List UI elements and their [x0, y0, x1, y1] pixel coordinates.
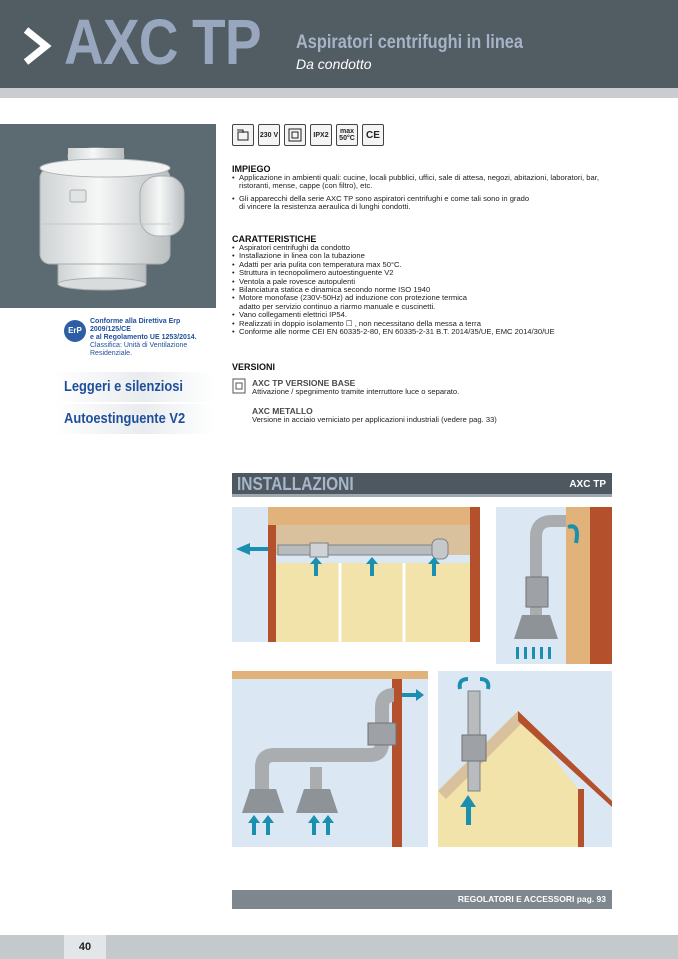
- switch-icon: [232, 378, 246, 394]
- page-subtitle-secondary: Da condotto: [296, 56, 372, 72]
- product-image: [0, 124, 216, 308]
- page-header: [0, 0, 678, 88]
- list-item: • Vano collegamenti elettrici IP54.: [232, 311, 612, 319]
- version-text: Attivazione / spegnimento tramite interruttore luce o separato.: [252, 387, 460, 396]
- page-subtitle: Aspiratori centrifughi in linea: [296, 32, 523, 53]
- installation-diagram-hood: [496, 507, 612, 664]
- feature-banner: Leggeri e silenziosi: [54, 372, 214, 402]
- certification-icons: [232, 124, 384, 148]
- list-item: • Aspiratori centrifughi da condotto: [232, 244, 612, 252]
- page-number: 40: [64, 935, 106, 959]
- installazioni-title: INSTALLAZIONI: [237, 474, 354, 494]
- erp-line: e al Regolamento UE 1253/2014.: [90, 334, 197, 341]
- version-base: [232, 378, 612, 396]
- list-item: • Applicazione in ambienti quali: cucine, locali pubblici, uffici, sale di attesa, negozi, abitazioni, laboratori, bar, ristoranti, mense, cappe (con filtro), etc.: [232, 174, 612, 191]
- ipx2-icon: IPX2: [310, 124, 332, 146]
- page-title: AXC TP: [64, 6, 261, 78]
- installation-icon: [232, 124, 254, 146]
- regolatori-text: REGOLATORI E ACCESSORI pag. 93: [457, 894, 606, 904]
- voltage-icon: 230 V: [258, 124, 280, 146]
- version-metallo: [232, 406, 612, 424]
- erp-badge-icon: ErP: [64, 320, 86, 342]
- list-item: • Struttura in tecnopolimero autoestinguente V2: [232, 269, 612, 277]
- section-impiego: [232, 164, 612, 212]
- version-title: AXC METALLO: [252, 406, 313, 417]
- chevron-right-icon: [20, 26, 54, 66]
- list-item: • Adatti per aria pulita con temperatura max 50°C.: [232, 261, 612, 269]
- installation-diagram-double-hood: [232, 671, 428, 847]
- installazioni-bar: [232, 473, 612, 497]
- installation-diagram-roof: [438, 671, 612, 847]
- installation-diagram-wall: [232, 507, 480, 642]
- ce-icon: CE: [362, 124, 384, 146]
- section-title: CARATTERISTICHE: [232, 234, 317, 244]
- section-title: VERSIONI: [232, 362, 276, 372]
- list-item: • Conforme alle norme CEI EN 60335-2-80, EN 60335-2-31 B.T. 2014/35/UE, EMC 2014/30/UE: [232, 328, 612, 336]
- double-insulation-icon: [284, 124, 306, 146]
- list-item: • Bilanciatura statica e dinamica secondo norme ISO 1940: [232, 286, 612, 294]
- feature-banner: Autoestinguente V2: [54, 404, 214, 434]
- section-versioni: [232, 362, 612, 425]
- list-item: • Ventola a pale rovesce autopulenti: [232, 278, 612, 286]
- version-title: AXC TP VERSIONE BASE: [252, 378, 356, 388]
- erp-classification: Classifica: Unità di Ventilazione Residenziale.: [90, 342, 188, 357]
- installazioni-model: AXC TP: [569, 479, 606, 490]
- list-item: • Installazione in linea con la tubazione: [232, 252, 612, 260]
- section-title: IMPIEGO: [232, 164, 271, 174]
- section-caratteristiche: [232, 234, 612, 336]
- header-strip: [0, 88, 678, 98]
- version-text: Versione in acciaio verniciato per applicazioni industriali (vedere pag. 33): [252, 415, 497, 425]
- list-item: • Realizzati in doppio isolamento ☐ , non necessitano della messa a terra: [232, 320, 612, 328]
- list-item: • Motore monofase (230V-50Hz) ad induzione con protezione termica adatto per servizio continuo a riarmo manuale e cuscinetti.: [232, 294, 612, 311]
- list-item: • Gli apparecchi della serie AXC TP sono aspiratori centrifughi e come tali sono in grado di vincere la resistenza aeraulica di lunghi condotti.: [232, 195, 612, 212]
- max-temperature-icon: max 50°C: [336, 124, 358, 146]
- erp-line: Conforme alla Direttiva Erp 2009/125/CE: [90, 318, 181, 333]
- regolatori-link[interactable]: [232, 890, 612, 909]
